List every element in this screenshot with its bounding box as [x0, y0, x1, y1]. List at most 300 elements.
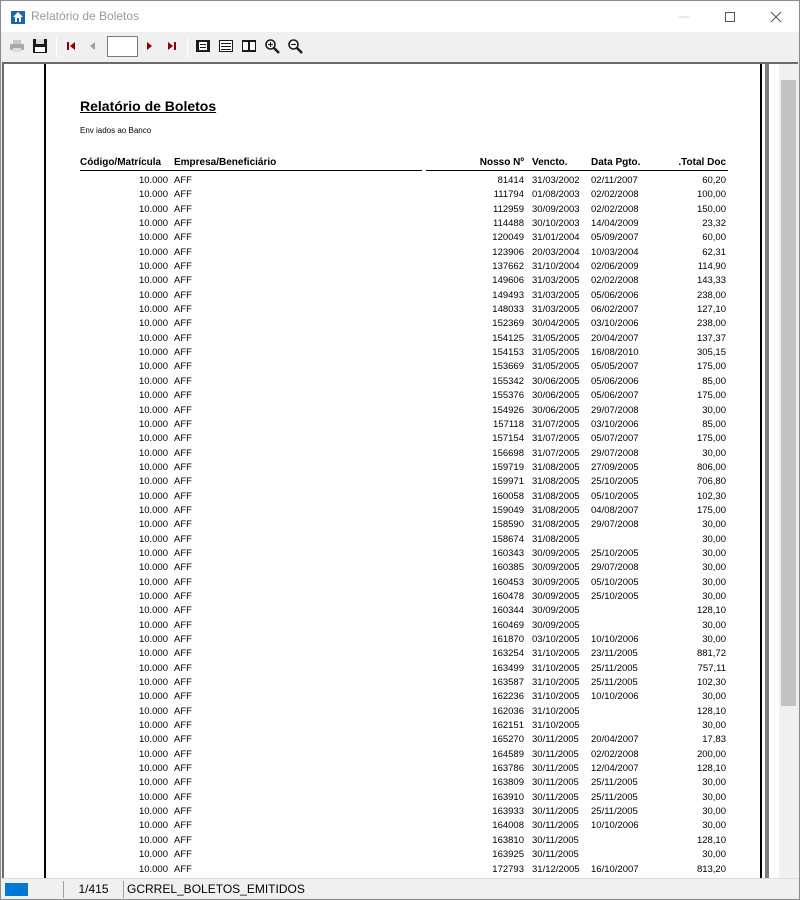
cell-empresa: AFF — [174, 634, 192, 645]
table-row — [46, 619, 762, 633]
cell-vencto: 30/11/2005 — [532, 791, 579, 803]
cell-total: 175,00 — [696, 390, 726, 402]
table-row — [46, 719, 762, 733]
cell-codigo: 10.000 — [138, 461, 168, 473]
cell-nosso: 162236 — [492, 691, 524, 703]
maximize-button[interactable] — [707, 1, 753, 32]
cell-codigo: 10.000 — [138, 806, 168, 818]
cell-nosso: 160478 — [492, 590, 524, 602]
cell-empresa: AFF — [174, 791, 192, 803]
cell-nosso: 162036 — [492, 705, 524, 717]
cell-codigo: 10.000 — [138, 347, 168, 359]
table-row — [46, 303, 762, 317]
cell-vencto: 20/03/2004 — [532, 246, 580, 258]
first-page-icon — [63, 38, 79, 54]
cell-total: 30,00 — [702, 533, 726, 545]
cell-total: 30,00 — [702, 791, 726, 803]
cell-total: 150,00 — [696, 203, 726, 215]
cell-nosso: 163925 — [492, 849, 524, 861]
cell-empresa: AFF — [174, 777, 192, 789]
cell-empresa: AFF — [174, 304, 192, 316]
cell-empresa: AFF — [174, 461, 192, 473]
page-shadow — [765, 64, 769, 878]
cell-empresa: AFF — [174, 576, 192, 588]
cell-total: 706,80 — [696, 476, 726, 488]
cell-vencto: 31/03/2005 — [532, 275, 580, 287]
cell-codigo: 10.000 — [138, 175, 168, 186]
cell-vencto: 30/09/2005 — [532, 576, 580, 588]
cell-vencto: 30/11/2005 — [532, 820, 579, 832]
table-row — [46, 490, 762, 504]
cell-total: 60,20 — [702, 175, 726, 186]
cell-total: 305,15 — [696, 347, 726, 359]
cell-pgto: 10/10/2006 — [591, 634, 639, 645]
cell-pgto: 25/11/2005 — [591, 662, 638, 674]
cell-total: 128,10 — [696, 763, 726, 775]
table-row — [46, 389, 762, 403]
cell-nosso: 160058 — [492, 490, 524, 502]
cell-codigo: 10.000 — [138, 734, 168, 746]
close-button[interactable] — [753, 1, 799, 32]
cell-vencto: 31/10/2005 — [532, 691, 580, 703]
table-row — [46, 748, 762, 762]
cell-total: 17,83 — [702, 734, 726, 746]
cell-codigo: 10.000 — [138, 705, 168, 717]
cell-total: 757,11 — [697, 662, 726, 674]
cell-total: 100,00 — [696, 189, 726, 201]
column-header-total: .Total Doc — [678, 157, 726, 168]
cell-pgto: 27/09/2005 — [591, 461, 639, 473]
cell-vencto: 30/09/2005 — [532, 590, 580, 602]
cell-pgto: 05/10/2005 — [591, 576, 639, 588]
table-row — [46, 375, 762, 389]
cell-nosso: 162151 — [492, 720, 524, 732]
cell-total: 30,00 — [702, 447, 726, 459]
print-button[interactable] — [8, 37, 26, 55]
cell-pgto: 05/06/2007 — [591, 390, 639, 402]
cell-vencto: 30/11/2005 — [532, 734, 579, 746]
cell-nosso: 120049 — [492, 232, 524, 244]
cell-codigo: 10.000 — [138, 476, 168, 488]
cell-pgto: 02/02/2008 — [591, 189, 639, 201]
cell-vencto: 30/09/2005 — [532, 562, 580, 574]
last-page-icon — [164, 38, 180, 54]
table-row — [46, 633, 762, 647]
cell-empresa: AFF — [174, 763, 192, 775]
cell-total: 127,10 — [696, 304, 726, 316]
cell-empresa: AFF — [174, 490, 192, 502]
zoom-in-icon — [264, 38, 280, 54]
cell-empresa: AFF — [174, 476, 192, 488]
table-row — [46, 346, 762, 360]
cell-empresa: AFF — [174, 562, 192, 574]
cell-total: 114,90 — [697, 261, 726, 273]
cell-pgto: 05/07/2007 — [591, 433, 639, 445]
cell-empresa: AFF — [174, 590, 192, 602]
cell-pgto: 25/10/2005 — [591, 476, 639, 488]
header-underline — [426, 170, 728, 171]
vertical-scrollbar[interactable] — [779, 64, 798, 878]
table-row — [46, 647, 762, 661]
cell-vencto: 31/07/2005 — [532, 433, 580, 445]
cell-pgto: 20/04/2007 — [591, 734, 639, 746]
cell-total: 30,00 — [702, 619, 726, 631]
table-row — [46, 791, 762, 805]
cell-codigo: 10.000 — [138, 261, 168, 273]
cell-empresa: AFF — [174, 662, 192, 674]
table-row — [46, 676, 762, 690]
cell-empresa: AFF — [174, 246, 192, 258]
table-row — [46, 203, 762, 217]
cell-total: 30,00 — [702, 806, 726, 818]
cell-nosso: 112959 — [493, 203, 524, 215]
page-count: 1/415 — [63, 881, 123, 898]
zoom-out-button[interactable] — [286, 37, 304, 55]
cell-codigo: 10.000 — [138, 232, 168, 244]
cell-total: 30,00 — [702, 590, 726, 602]
cell-empresa: AFF — [174, 347, 192, 359]
cell-pgto: 10/03/2004 — [591, 246, 639, 258]
table-row — [46, 418, 762, 432]
cell-vencto: 31/10/2004 — [532, 261, 580, 273]
cell-pgto: 10/10/2006 — [591, 820, 639, 832]
cell-pgto: 02/02/2008 — [591, 748, 639, 760]
cell-empresa: AFF — [174, 677, 192, 689]
cell-pgto: 05/10/2005 — [591, 490, 639, 502]
cell-empresa: AFF — [174, 691, 192, 703]
cell-empresa: AFF — [174, 318, 192, 330]
cell-codigo: 10.000 — [138, 634, 168, 645]
cell-pgto: 20/04/2007 — [591, 332, 639, 344]
cell-nosso: 158590 — [492, 519, 524, 531]
cell-codigo: 10.000 — [138, 189, 168, 201]
cell-empresa: AFF — [174, 189, 192, 201]
cell-nosso: 160343 — [492, 547, 524, 559]
cell-vencto: 30/04/2005 — [532, 318, 580, 330]
next-page-button[interactable] — [140, 37, 158, 55]
cell-codigo: 10.000 — [138, 748, 168, 760]
cell-pgto: 02/02/2008 — [591, 275, 639, 287]
cell-nosso: 152369 — [492, 318, 524, 330]
cell-codigo: 10.000 — [138, 605, 168, 617]
table-row — [46, 547, 762, 561]
report-subtitle: Env iados ao Banco — [80, 126, 152, 135]
cell-total: 175,00 — [696, 433, 726, 445]
cell-vencto: 30/06/2005 — [532, 404, 580, 416]
cell-total: 85,00 — [702, 375, 726, 387]
table-row — [46, 461, 762, 475]
first-page-button[interactable] — [62, 37, 80, 55]
cell-nosso: 123906 — [492, 246, 524, 258]
cell-pgto: 25/11/2005 — [591, 677, 638, 689]
table-row — [46, 848, 762, 862]
cell-total: 30,00 — [702, 634, 726, 645]
cell-total: 30,00 — [702, 720, 726, 732]
cell-nosso: 160344 — [492, 605, 524, 617]
whole-page-icon — [218, 38, 234, 54]
cell-codigo: 10.000 — [138, 433, 168, 445]
table-row — [46, 332, 762, 346]
cell-vencto: 31/10/2005 — [532, 705, 580, 717]
cell-vencto: 30/11/2005 — [532, 777, 579, 789]
cell-nosso: 165270 — [492, 734, 524, 746]
cell-codigo: 10.000 — [138, 318, 168, 330]
cell-empresa: AFF — [174, 175, 192, 186]
cell-pgto: 02/11/2007 — [591, 175, 638, 186]
cell-pgto: 05/05/2007 — [591, 361, 639, 373]
cell-vencto: 31/10/2005 — [532, 662, 580, 674]
cell-nosso: 149493 — [492, 289, 524, 301]
cell-empresa: AFF — [174, 275, 192, 287]
cell-codigo: 10.000 — [138, 834, 168, 846]
cell-empresa: AFF — [174, 519, 192, 531]
window-title: Relatório de Boletos — [31, 9, 140, 23]
table-row — [46, 432, 762, 446]
cell-total: 30,00 — [702, 691, 726, 703]
cell-codigo: 10.000 — [138, 619, 168, 631]
cell-codigo: 10.000 — [138, 662, 168, 674]
last-page-button[interactable] — [163, 37, 181, 55]
cell-empresa: AFF — [174, 849, 192, 861]
cell-empresa: AFF — [174, 218, 192, 230]
cell-vencto: 31/08/2005 — [532, 490, 580, 502]
cell-pgto: 02/06/2009 — [591, 261, 639, 273]
cell-total: 102,30 — [696, 677, 726, 689]
cell-total: 23,32 — [702, 218, 726, 230]
cell-empresa: AFF — [174, 203, 192, 215]
cell-vencto: 30/11/2005 — [532, 806, 579, 818]
cell-nosso: 148033 — [492, 304, 524, 316]
cell-nosso: 163254 — [492, 648, 524, 660]
cell-total: 128,10 — [696, 834, 726, 846]
cell-pgto: 25/10/2005 — [591, 590, 639, 602]
table-row — [46, 733, 762, 747]
cell-vencto: 31/05/2005 — [532, 347, 580, 359]
cell-vencto: 31/08/2005 — [532, 533, 580, 545]
table-row — [46, 317, 762, 331]
cell-vencto: 31/12/2005 — [532, 863, 580, 875]
table-row — [46, 260, 762, 274]
cell-vencto: 31/01/2004 — [532, 232, 580, 244]
cell-codigo: 10.000 — [138, 361, 168, 373]
cell-empresa: AFF — [174, 605, 192, 617]
cell-codigo: 10.000 — [138, 547, 168, 559]
save-icon — [32, 38, 48, 54]
cell-pgto: 16/10/2007 — [591, 863, 639, 875]
cell-empresa: AFF — [174, 504, 192, 516]
cell-nosso: 137662 — [492, 261, 524, 273]
table-row — [46, 447, 762, 461]
cell-total: 30,00 — [702, 562, 726, 574]
title-bar — [1, 1, 799, 32]
cell-total: 30,00 — [702, 820, 726, 832]
page-width-button[interactable] — [194, 37, 212, 55]
table-row — [46, 576, 762, 590]
table-row — [46, 188, 762, 202]
cell-vencto: 30/09/2003 — [532, 203, 580, 215]
maximize-icon — [724, 11, 736, 23]
cell-codigo: 10.000 — [138, 791, 168, 803]
cell-vencto: 31/05/2005 — [532, 332, 580, 344]
cell-codigo: 10.000 — [138, 246, 168, 258]
cell-codigo: 10.000 — [138, 820, 168, 832]
column-header-codigo: Código/Matrícula — [80, 157, 162, 168]
cell-empresa: AFF — [174, 261, 192, 273]
cell-pgto: 23/11/2005 — [591, 648, 638, 660]
cell-pgto: 05/06/2006 — [591, 289, 639, 301]
cell-codigo: 10.000 — [138, 504, 168, 516]
cell-pgto: 12/04/2007 — [591, 763, 639, 775]
save-button[interactable] — [31, 37, 49, 55]
cell-total: 200,00 — [696, 748, 726, 760]
cell-codigo: 10.000 — [138, 777, 168, 789]
cell-total: 30,00 — [702, 777, 726, 789]
cell-nosso: 157154 — [492, 433, 524, 445]
cell-nosso: 81414 — [497, 175, 524, 186]
cell-vencto: 30/06/2005 — [532, 375, 580, 387]
zoom-out-icon — [287, 38, 303, 54]
table-row — [46, 690, 762, 704]
cell-nosso: 164008 — [492, 820, 524, 832]
cell-vencto: 30/11/2005 — [532, 849, 579, 861]
table-row — [46, 231, 762, 245]
cell-codigo: 10.000 — [138, 590, 168, 602]
cell-codigo: 10.000 — [138, 533, 168, 545]
cell-empresa: AFF — [174, 418, 192, 430]
cell-total: 30,00 — [702, 404, 726, 416]
cell-nosso: 154926 — [492, 404, 524, 416]
cell-vencto: 30/10/2003 — [532, 218, 580, 230]
zoom-in-button[interactable] — [263, 37, 281, 55]
cell-nosso: 163810 — [492, 834, 524, 846]
page-number-input[interactable] — [107, 36, 138, 57]
table-row — [46, 533, 762, 547]
cell-nosso: 154153 — [492, 347, 524, 359]
table-row — [46, 776, 762, 790]
cell-nosso: 160469 — [492, 619, 524, 631]
cell-pgto: 03/10/2006 — [591, 318, 639, 330]
cell-vencto: 31/07/2005 — [532, 418, 580, 430]
cell-total: 85,00 — [702, 418, 726, 430]
cell-empresa: AFF — [174, 720, 192, 732]
cell-empresa: AFF — [174, 332, 192, 344]
cell-pgto: 25/10/2005 — [591, 547, 639, 559]
cell-pgto: 05/09/2007 — [591, 232, 639, 244]
cell-codigo: 10.000 — [138, 648, 168, 660]
cell-empresa: AFF — [174, 361, 192, 373]
column-header-empresa: Empresa/Beneficiário — [174, 157, 277, 168]
cell-nosso: 155376 — [492, 390, 524, 402]
minimize-icon — [678, 11, 690, 23]
cell-empresa: AFF — [174, 734, 192, 746]
cell-empresa: AFF — [174, 232, 192, 244]
cell-nosso: 161870 — [492, 634, 524, 645]
cell-pgto: 25/11/2005 — [591, 806, 638, 818]
cell-codigo: 10.000 — [138, 562, 168, 574]
cell-nosso: 156698 — [492, 447, 524, 459]
table-row — [46, 360, 762, 374]
cell-nosso: 172793 — [492, 863, 524, 875]
cell-empresa: AFF — [174, 547, 192, 559]
scrollbar-thumb[interactable] — [781, 80, 796, 706]
report-name: GCRREL_BOLETOS_EMITIDOS — [123, 881, 305, 898]
cell-total: 806,00 — [696, 461, 726, 473]
column-header-data-pagamento: Data Pgto. — [591, 157, 641, 168]
cell-vencto: 31/03/2005 — [532, 304, 580, 316]
cell-vencto: 01/08/2003 — [532, 189, 580, 201]
cell-pgto: 14/04/2009 — [591, 218, 639, 230]
cell-nosso: 164589 — [492, 748, 524, 760]
table-row — [46, 404, 762, 418]
cell-nosso: 163809 — [492, 777, 524, 789]
cell-nosso: 163910 — [492, 791, 524, 803]
cell-vencto: 31/05/2005 — [532, 361, 580, 373]
cell-total: 813,20 — [696, 863, 726, 875]
multi-page-button[interactable] — [240, 37, 258, 55]
whole-page-button[interactable] — [217, 37, 235, 55]
table-row — [46, 504, 762, 518]
cell-empresa: AFF — [174, 619, 192, 631]
cell-codigo: 10.000 — [138, 304, 168, 316]
cell-pgto: 04/08/2007 — [591, 504, 639, 516]
table-row — [46, 590, 762, 604]
table-row — [46, 705, 762, 719]
cell-total: 102,30 — [696, 490, 726, 502]
cell-empresa: AFF — [174, 390, 192, 402]
preview-area[interactable] — [2, 62, 798, 878]
cell-pgto: 25/11/2005 — [591, 777, 638, 789]
cell-nosso: 153669 — [492, 361, 524, 373]
cell-vencto: 31/03/2002 — [532, 175, 580, 186]
cell-codigo: 10.000 — [138, 332, 168, 344]
cell-empresa: AFF — [174, 806, 192, 818]
cell-empresa: AFF — [174, 433, 192, 445]
cell-empresa: AFF — [174, 289, 192, 301]
cell-vencto: 03/10/2005 — [532, 634, 580, 645]
cell-total: 30,00 — [702, 519, 726, 531]
cell-total: 128,10 — [696, 605, 726, 617]
toolbar-separator — [187, 37, 188, 57]
minimize-button[interactable] — [661, 1, 707, 32]
prev-page-icon — [85, 38, 101, 54]
page-width-icon — [195, 38, 211, 54]
cell-pgto: 29/07/2008 — [591, 519, 639, 531]
cell-total: 30,00 — [702, 849, 726, 861]
cell-vencto: 31/10/2005 — [532, 648, 580, 660]
cell-total: 238,00 — [696, 289, 726, 301]
cell-empresa: AFF — [174, 863, 192, 875]
cell-codigo: 10.000 — [138, 691, 168, 703]
cell-vencto: 31/07/2005 — [532, 447, 580, 459]
table-row — [46, 662, 762, 676]
cell-pgto: 25/11/2005 — [591, 791, 638, 803]
cell-codigo: 10.000 — [138, 519, 168, 531]
cell-nosso: 163786 — [492, 763, 524, 775]
cell-empresa: AFF — [174, 820, 192, 832]
cell-vencto: 31/10/2005 — [532, 677, 580, 689]
cell-vencto: 31/03/2005 — [532, 289, 580, 301]
cell-nosso: 163933 — [492, 806, 524, 818]
cell-codigo: 10.000 — [138, 863, 168, 875]
cell-nosso: 163587 — [492, 677, 524, 689]
cell-codigo: 10.000 — [138, 418, 168, 430]
cell-total: 128,10 — [696, 705, 726, 717]
prev-page-button[interactable] — [84, 37, 102, 55]
cell-nosso: 114488 — [493, 218, 524, 230]
cell-vencto: 30/06/2005 — [532, 390, 580, 402]
cell-codigo: 10.000 — [138, 447, 168, 459]
table-row — [46, 274, 762, 288]
